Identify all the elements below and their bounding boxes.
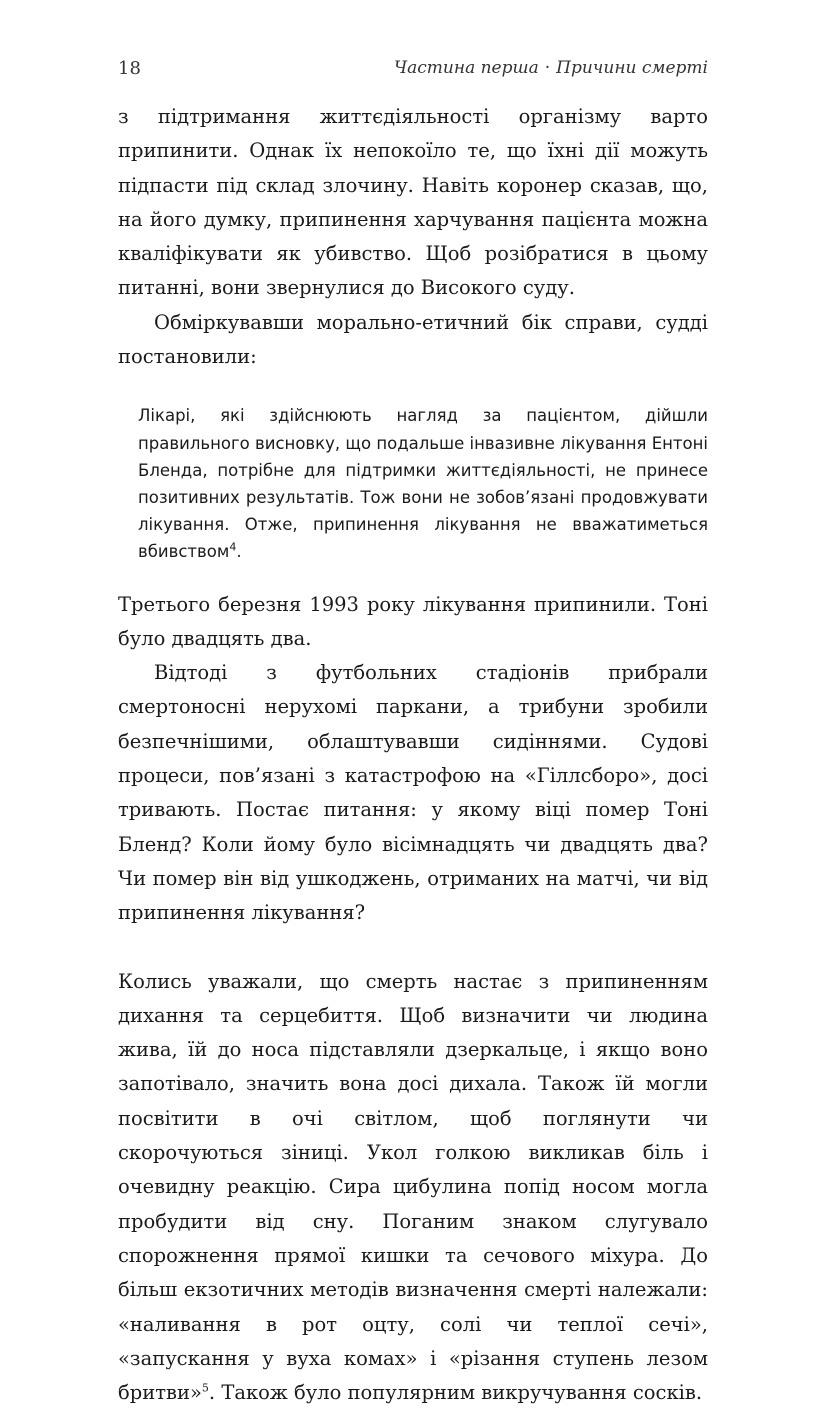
page-number: 18 (118, 58, 141, 79)
part-title: Частина перша (394, 58, 539, 78)
quote-end: . (236, 542, 242, 562)
quote-text: Лікарі, які здійснюють нагляд за пацієнтом, дійшли правильного висновку, що подальше інвазивне лікування Ентоні Бленда, потрібне для підтримки життєдіяльності, не принесе позитивних результатів. Тож вони не зобов’язані продовжувати лікування. Отже, припинення лікування не вважатиметься вбивством (138, 406, 708, 562)
page-header (118, 58, 708, 88)
signs-end: . Також було популярним викручування сосків. (208, 1381, 703, 1405)
footnote-marker-5: 5 (201, 1381, 209, 1395)
court-quote (118, 402, 708, 565)
running-head (394, 58, 708, 78)
footnote-marker-4: 4 (229, 540, 237, 554)
paragraph-stadiums: Відтоді з футбольних стадіонів прибрали смертоносні нерухомі паркани, а трибуни зробили безпечнішими, облаштувавши сидіннями. Судові процеси, пов’язані з катастрофою на «Гіллсборо», досі тривають. Постає питання: у якому віці помер Тоні Бленд? Коли йому було вісімнадцять чи двадцять два? Чи помер він від ушкоджень, отриманих на матчі, чи від припинення лікування? (118, 661, 708, 925)
chapter-title: Причини смерті (556, 58, 708, 78)
page-body (118, 100, 708, 1410)
paragraph-judges: Обміркувавши морально-етичний бік справи, судді постановили: (118, 310, 708, 369)
section-break (118, 931, 708, 965)
paragraph-march: Третього березня 1993 року лікування припинили. Тоні було двадцять два. (118, 592, 708, 650)
signs-text: Колись уважали, що смерть настає з припиненням дихання та серцебиття. Щоб визначити чи людина жива, їй до носа підставляли дзеркальце, і якщо воно запотівало, значить вона досі дихала. Також їй могли посвітити в очі світлом, щоб поглянути чи скорочуються зіниці. Укол голкою викликав біль і очевидну реакцію. Сира цибулина попід носом могла пробудити від сну. Поганим знаком слугувало спорожнення прямої кишки та сечового міхура. До більш екзотичних методів визначення смерті належали: «наливання в рот оцту, солі чи теплої сечі», «запускання у вуха комах» і «різання ступень лезом бритви» (118, 969, 708, 1405)
paragraph-signs-of-death (118, 965, 708, 1410)
paragraph-continued: з підтримання життєдіяльності організму варто припинити. Однак їх непокоїло те, що їхні дії можуть підпасти під склад злочину. Навіть коронер сказав, що, на його думку, припинення харчування пацієнта можна кваліфікувати як убивство. Щоб розібратися в цьому питанні, вони звернулися до Високого суду. (118, 105, 708, 300)
running-head-separator: · (544, 58, 551, 78)
